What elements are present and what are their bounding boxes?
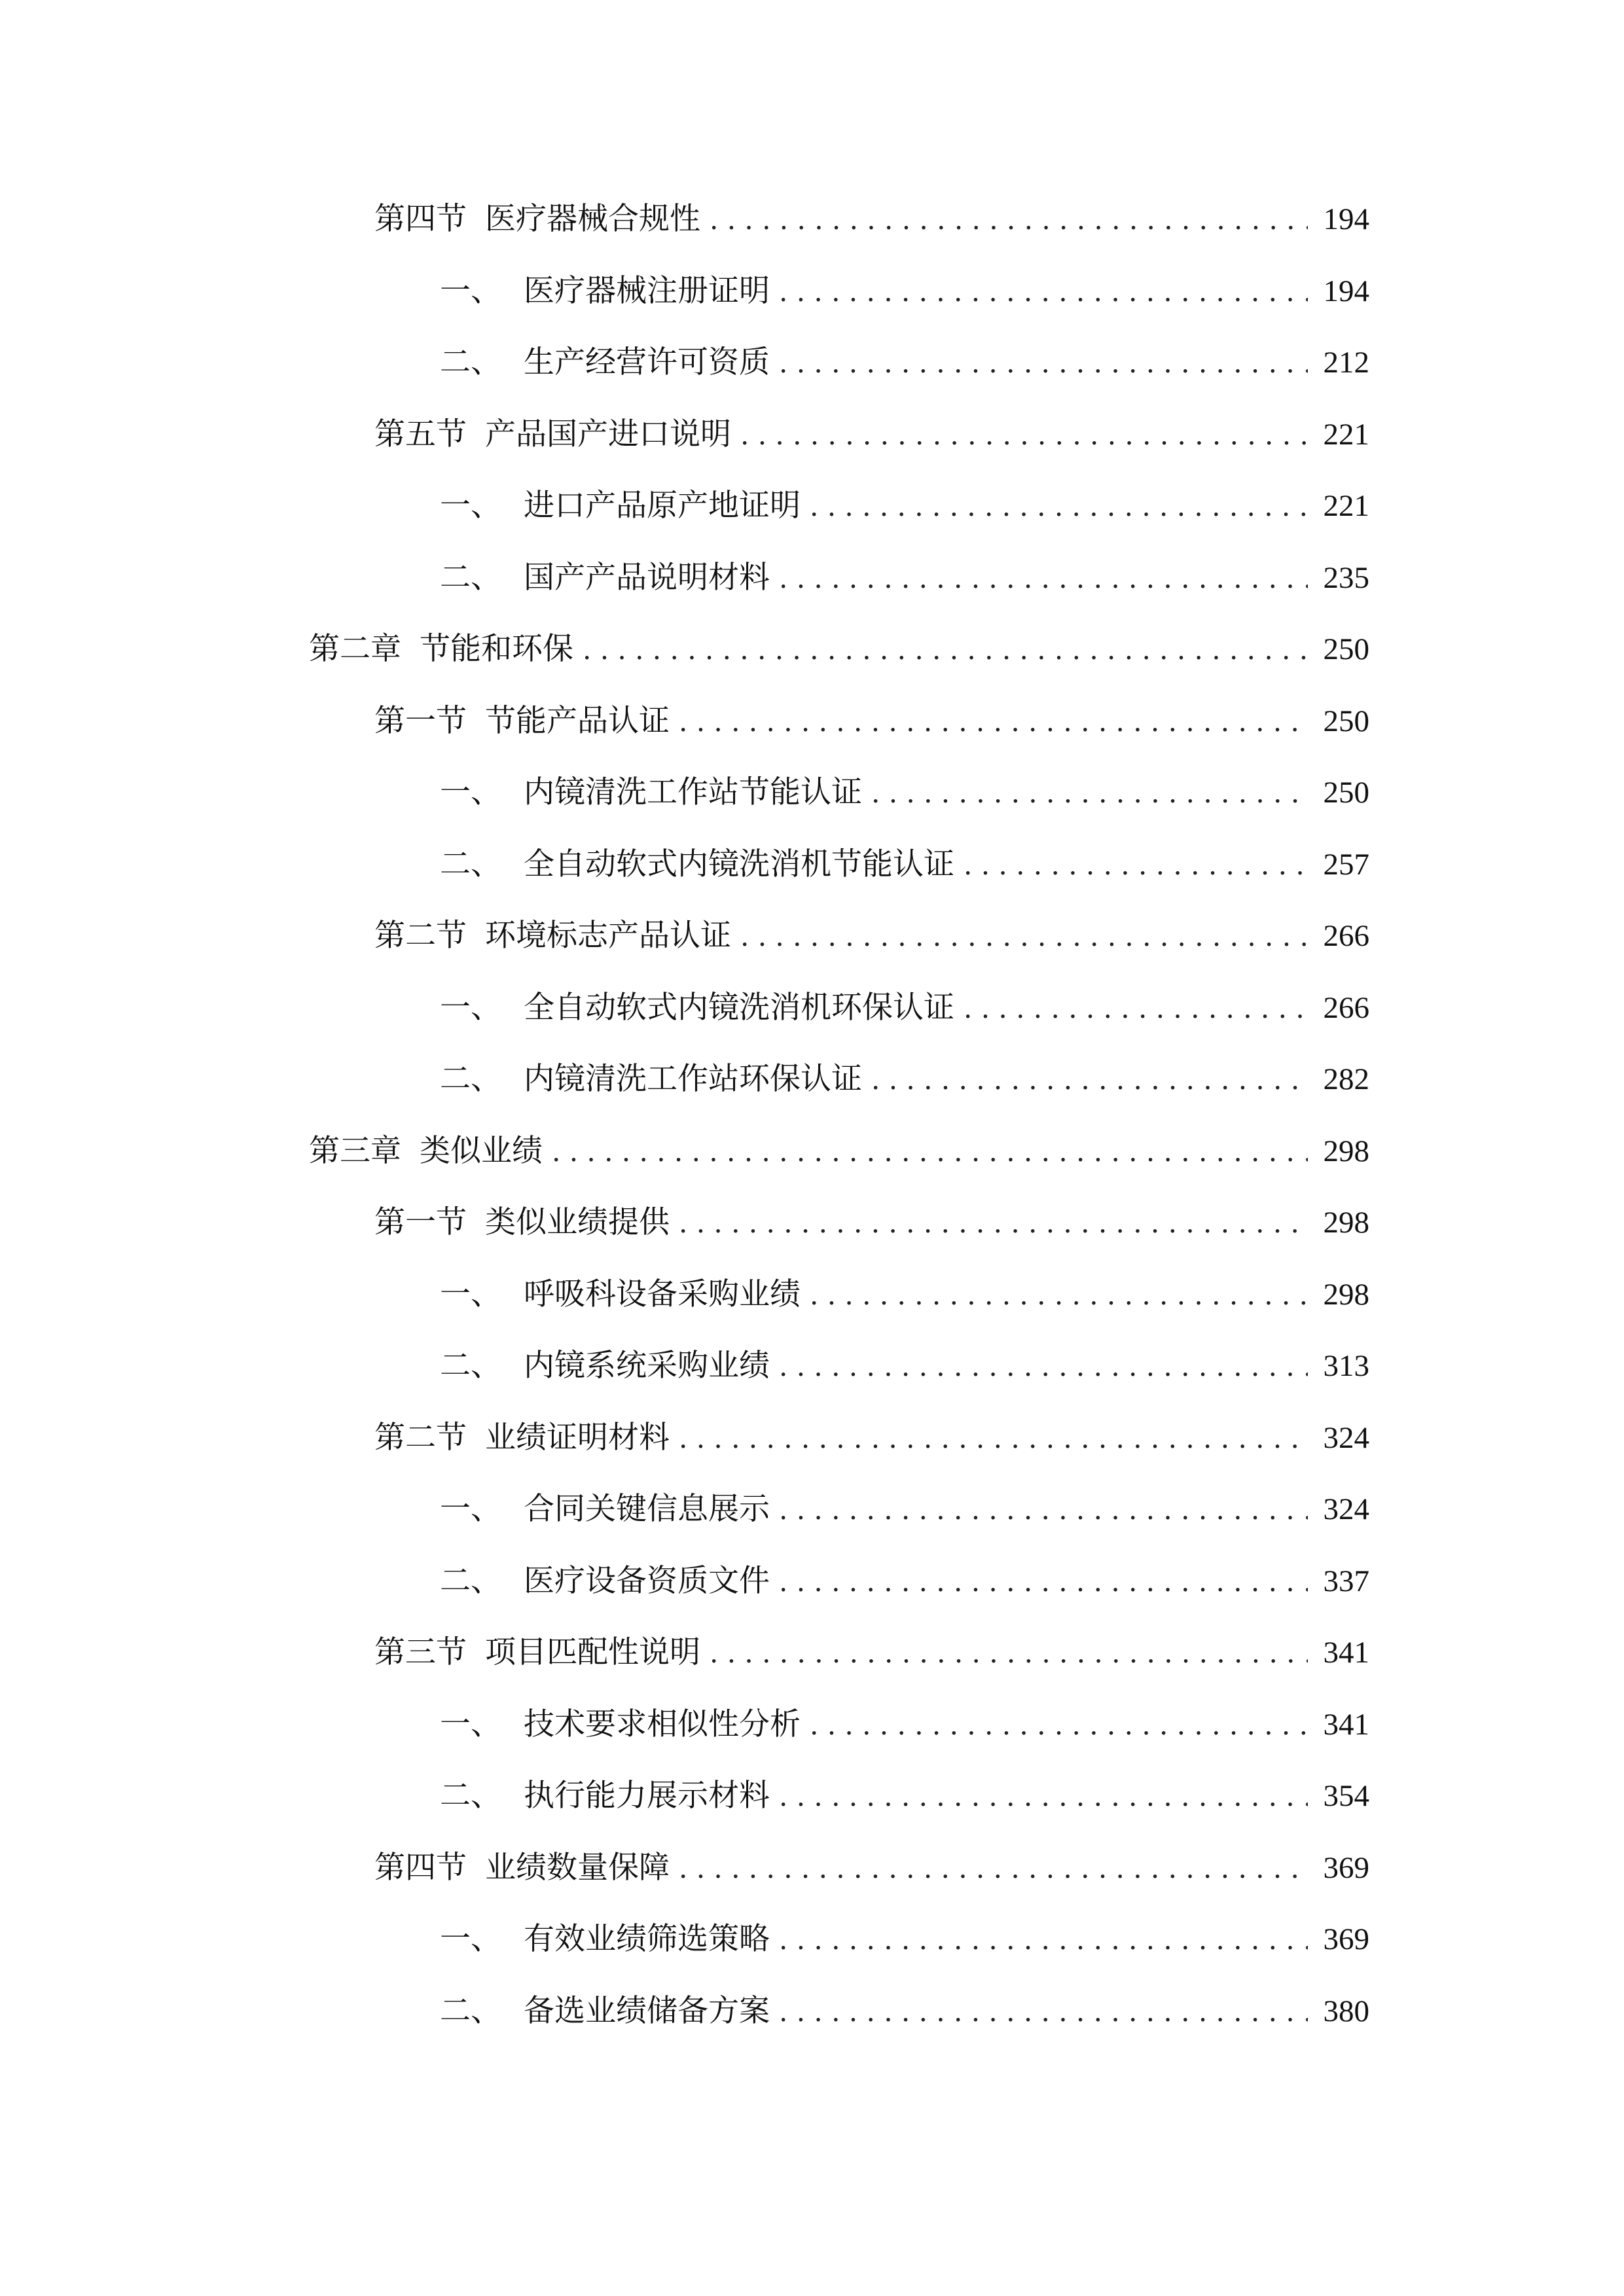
toc-entry-prefix: 第一节: [374, 1204, 467, 1240]
toc-entry-page: 194: [1323, 202, 1369, 236]
toc-entry-prefix: 一、: [440, 488, 501, 524]
toc-entry-prefix: 第五节: [374, 416, 467, 452]
dot-leader: [710, 194, 1308, 246]
dot-leader: [552, 1126, 1308, 1178]
toc-entry-prefix: 第二节: [374, 918, 467, 954]
dot-leader: [740, 409, 1308, 461]
toc-entry-page: 298: [1323, 1206, 1369, 1240]
dot-leader: [779, 1556, 1308, 1608]
toc-entry[interactable]: [440, 265, 1369, 317]
toc-entry-title: 医疗设备资质文件: [524, 1563, 770, 1599]
toc-entry-page: 380: [1323, 1994, 1369, 2028]
toc-entry-prefix: 第四节: [374, 1850, 467, 1886]
dot-leader: [710, 1627, 1308, 1679]
toc-entry[interactable]: [440, 480, 1369, 532]
toc-entry-title: 备选业绩储备方案: [524, 1993, 770, 2029]
dot-leader: [871, 1054, 1308, 1106]
toc-entry-title: 产品国产进口说明: [485, 416, 731, 452]
dot-leader: [964, 839, 1308, 891]
toc-entry-page: 313: [1323, 1349, 1369, 1383]
dot-leader: [679, 696, 1308, 748]
dot-leader: [779, 552, 1308, 605]
toc-entry-page: 250: [1323, 776, 1369, 810]
toc-entry[interactable]: [440, 336, 1369, 389]
dot-leader: [810, 1699, 1308, 1751]
dot-leader: [583, 624, 1308, 676]
toc-entry-title: 医疗器械注册证明: [524, 273, 770, 309]
toc-entry-prefix: 第三节: [374, 1634, 467, 1670]
toc-entry-title: 项目匹配性说明: [485, 1634, 700, 1670]
toc-entry[interactable]: [440, 1985, 1369, 2037]
toc-entry-title: 业绩证明材料: [485, 1420, 670, 1456]
toc-entry-prefix: 第四节: [374, 201, 467, 237]
toc-entry-prefix: 二、: [440, 560, 501, 596]
dot-leader: [679, 1412, 1308, 1465]
toc-entry[interactable]: [374, 910, 1369, 962]
dot-leader: [779, 1914, 1308, 1966]
toc-entry-title: 生产经营许可资质: [524, 344, 770, 380]
toc-entry-title: 内镜清洗工作站环保认证: [524, 1061, 862, 1097]
toc-entry[interactable]: [374, 408, 1369, 461]
toc-entry-page: 235: [1323, 561, 1369, 595]
toc-entry-title: 执行能力展示材料: [524, 1778, 770, 1814]
toc-entry-prefix: 一、: [440, 990, 501, 1026]
toc-entry-title: 有效业绩筛选策略: [524, 1921, 770, 1957]
toc-entry-title: 全自动软式内镜洗消机节能认证: [524, 846, 954, 882]
toc-entry-page: 337: [1323, 1564, 1369, 1598]
toc-entry-page: 194: [1323, 274, 1369, 308]
dot-leader: [779, 266, 1308, 318]
toc-entry-page: 221: [1323, 418, 1369, 452]
toc-entry[interactable]: [440, 1340, 1369, 1392]
toc-entry[interactable]: [440, 1698, 1369, 1751]
toc-entry[interactable]: [374, 1412, 1369, 1464]
toc-entry[interactable]: [440, 1483, 1369, 1535]
toc-entry-prefix: 一、: [440, 273, 501, 309]
toc-entry-prefix: 二、: [440, 344, 501, 380]
dot-leader: [779, 1340, 1308, 1393]
dot-leader: [964, 982, 1308, 1035]
dot-leader: [779, 1484, 1308, 1536]
toc-entry-page: 341: [1323, 1708, 1369, 1742]
toc-entry-page: 212: [1323, 346, 1369, 380]
toc-entry[interactable]: [440, 552, 1369, 604]
toc-entry-page: 354: [1323, 1779, 1369, 1813]
toc-entry[interactable]: [440, 766, 1369, 819]
toc-entry[interactable]: [309, 1125, 1369, 1177]
toc-entry-page: 341: [1323, 1636, 1369, 1670]
toc-entry-title: 合同关键信息展示: [524, 1491, 770, 1527]
toc-entry-page: 298: [1323, 1134, 1369, 1168]
toc-entry-title: 节能产品认证: [485, 703, 670, 739]
dot-leader: [810, 480, 1308, 533]
toc-entry-title: 环境标志产品认证: [485, 918, 731, 954]
toc-entry-prefix: 二、: [440, 1778, 501, 1814]
toc-entry[interactable]: [374, 1196, 1369, 1249]
toc-entry-page: 298: [1323, 1278, 1369, 1312]
toc-entry[interactable]: [440, 1268, 1369, 1321]
toc-entry-title: 进口产品原产地证明: [524, 488, 801, 524]
dot-leader: [779, 1770, 1308, 1823]
toc-entry-title: 医疗器械合规性: [485, 201, 700, 237]
toc-entry-prefix: 二、: [440, 1993, 501, 2029]
dot-leader: [740, 910, 1308, 963]
toc-entry-prefix: 一、: [440, 1491, 501, 1527]
toc-entry-page: 369: [1323, 1851, 1369, 1885]
toc-entry-page: 324: [1323, 1492, 1369, 1526]
toc-entry[interactable]: [440, 1913, 1369, 1965]
toc-entry[interactable]: [440, 1053, 1369, 1105]
toc-entry-prefix: 二、: [440, 1061, 501, 1097]
toc-entry-title: 国产产品说明材料: [524, 560, 770, 596]
toc-entry-title: 呼吸科设备采购业绩: [524, 1276, 801, 1312]
toc-entry-page: 257: [1323, 848, 1369, 882]
toc-entry-title: 类似业绩提供: [485, 1204, 670, 1240]
toc-entry-page: 324: [1323, 1421, 1369, 1455]
toc-entry[interactable]: [309, 623, 1369, 675]
dot-leader: [679, 1842, 1308, 1895]
dot-leader: [779, 337, 1308, 389]
toc-entry-title: 类似业绩: [420, 1133, 543, 1169]
toc-entry-prefix: 第二章: [309, 631, 401, 667]
toc-entry-title: 内镜系统采购业绩: [524, 1348, 770, 1384]
dot-leader: [810, 1269, 1308, 1321]
toc-entry[interactable]: [440, 1770, 1369, 1822]
toc-entry-page: 250: [1323, 632, 1369, 666]
toc-entry-prefix: 第三章: [309, 1133, 401, 1169]
toc-entry-page: 266: [1323, 991, 1369, 1025]
toc-entry-page: 221: [1323, 489, 1369, 523]
toc-entry-prefix: 二、: [440, 1348, 501, 1384]
toc-entry-prefix: 一、: [440, 1921, 501, 1957]
toc-entry-title: 业绩数量保障: [485, 1850, 670, 1886]
toc-entry[interactable]: [374, 695, 1369, 747]
toc-entry[interactable]: [440, 1555, 1369, 1607]
toc-entry-prefix: 一、: [440, 1276, 501, 1312]
toc-entry-page: 369: [1323, 1922, 1369, 1956]
toc-entry-prefix: 二、: [440, 846, 501, 882]
toc-entry-prefix: 第二节: [374, 1420, 467, 1456]
toc-entry-page: 282: [1323, 1062, 1369, 1096]
toc-entry-prefix: 一、: [440, 1706, 501, 1742]
toc-entry-prefix: 二、: [440, 1563, 501, 1599]
dot-leader: [871, 767, 1308, 819]
toc-entry[interactable]: [374, 193, 1369, 245]
toc-entry-prefix: 一、: [440, 774, 501, 810]
toc-entry[interactable]: [374, 1842, 1369, 1894]
toc-entry[interactable]: [440, 982, 1369, 1034]
toc-entry-page: 250: [1323, 704, 1369, 738]
dot-leader: [779, 1986, 1308, 2038]
toc-entry-title: 节能和环保: [420, 631, 573, 667]
toc-entry-prefix: 第一节: [374, 703, 467, 739]
toc-entry[interactable]: [374, 1626, 1369, 1679]
toc-entry-title: 内镜清洗工作站节能认证: [524, 774, 862, 810]
dot-leader: [679, 1197, 1308, 1249]
toc-entry[interactable]: [440, 838, 1369, 891]
toc-entry-page: 266: [1323, 919, 1369, 953]
toc-entry-title: 全自动软式内镜洗消机环保认证: [524, 990, 954, 1026]
toc-entry-title: 技术要求相似性分析: [524, 1706, 801, 1742]
